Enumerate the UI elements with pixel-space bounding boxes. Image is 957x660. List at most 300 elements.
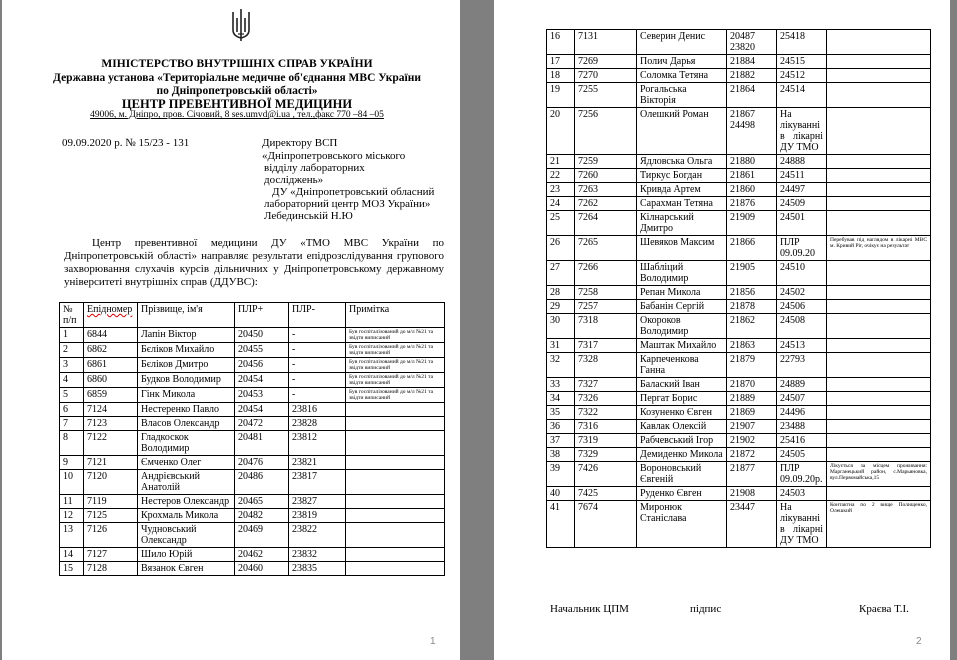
table-row bbox=[547, 314, 931, 339]
table-cell: 7326 bbox=[575, 392, 637, 406]
table-cell: - bbox=[289, 328, 346, 343]
table-cell: 36 bbox=[547, 420, 575, 434]
table-cell: 7123 bbox=[84, 417, 138, 431]
table-row bbox=[547, 378, 931, 392]
table-row bbox=[547, 69, 931, 83]
table-cell: Шабліций Володимир bbox=[637, 261, 727, 286]
table-cell: 7125 bbox=[84, 509, 138, 523]
table-cell: 21860 bbox=[727, 183, 777, 197]
table-cell: 21877 bbox=[727, 462, 777, 487]
table-cell: 24889 bbox=[777, 378, 827, 392]
table-cell: 23827 bbox=[289, 495, 346, 509]
table-cell: 24511 bbox=[777, 169, 827, 183]
table-cell: 21867 24498 bbox=[727, 108, 777, 155]
institution-title: Державна установа «Територіальне медичне об'єднання МВС України bbox=[53, 72, 421, 84]
table-row bbox=[547, 487, 931, 501]
addressee-line: Лебединській Н.Ю bbox=[264, 210, 353, 222]
table-cell: Козуненко Євген bbox=[637, 406, 727, 420]
table-cell: 7258 bbox=[575, 286, 637, 300]
table-cell bbox=[827, 83, 931, 108]
table-row bbox=[547, 236, 931, 261]
letter-body: Центр превентивної медицини ДУ «ТМО МВС України по Дніпропетровській області» направляє результати епідрозслідування групового захворювання слухачів курсів дільничних у Дніпропетровському державному університеті внутрішніх справ (ДДУВС): bbox=[64, 237, 444, 288]
column-header: Прізвище, ім'я bbox=[138, 303, 235, 328]
results-table-page-2 bbox=[546, 29, 931, 548]
table-cell: 7328 bbox=[575, 353, 637, 378]
table-row bbox=[547, 462, 931, 487]
document-page-1 bbox=[2, 0, 460, 660]
table-cell: 21864 bbox=[727, 83, 777, 108]
table-cell bbox=[827, 108, 931, 155]
table-cell: 7425 bbox=[575, 487, 637, 501]
table-cell: 20460 bbox=[235, 562, 289, 576]
table-cell: Чудновський Олександр bbox=[138, 523, 235, 548]
addressee-line: відділу лабораторних bbox=[264, 162, 365, 174]
table-cell bbox=[827, 261, 931, 286]
table-cell: 20454 bbox=[235, 403, 289, 417]
table-cell: 20481 bbox=[235, 431, 289, 456]
table-row bbox=[547, 392, 931, 406]
document-page-2 bbox=[494, 0, 950, 660]
table-cell: Соломка Тетяна bbox=[637, 69, 727, 83]
table-cell: 24508 bbox=[777, 314, 827, 339]
table-cell: 24513 bbox=[777, 339, 827, 353]
table-cell bbox=[827, 353, 931, 378]
table-cell: 25 bbox=[547, 211, 575, 236]
table-cell: 7319 bbox=[575, 434, 637, 448]
table-cell: 20476 bbox=[235, 456, 289, 470]
table-cell: 2 bbox=[60, 343, 84, 358]
table-cell: 6859 bbox=[84, 388, 138, 403]
table-cell: 24502 bbox=[777, 286, 827, 300]
table-cell: 7269 bbox=[575, 55, 637, 69]
table-row bbox=[60, 456, 445, 470]
table-cell bbox=[346, 431, 445, 456]
table-cell: Пергат Борис bbox=[637, 392, 727, 406]
table-cell: 7255 bbox=[575, 83, 637, 108]
table-cell: 19 bbox=[547, 83, 575, 108]
table-cell: 24515 bbox=[777, 55, 827, 69]
table-row bbox=[547, 406, 931, 420]
table-cell: Був госпіталізований до м/л №21 та звідти виписаний bbox=[346, 358, 445, 373]
table-cell: 7318 bbox=[575, 314, 637, 339]
table-cell: 24510 bbox=[777, 261, 827, 286]
table-cell bbox=[346, 495, 445, 509]
table-row bbox=[60, 431, 445, 456]
table-cell: - bbox=[289, 373, 346, 388]
table-row bbox=[60, 358, 445, 373]
table-cell: 21905 bbox=[727, 261, 777, 286]
table-cell: 7264 bbox=[575, 211, 637, 236]
table-row bbox=[547, 300, 931, 314]
addressee-line: Директору ВСП bbox=[262, 137, 338, 149]
table-cell: 12 bbox=[60, 509, 84, 523]
table-cell: 20450 bbox=[235, 328, 289, 343]
table-cell: Був госпіталізований до м/л №21 та звідти виписаний bbox=[346, 388, 445, 403]
table-row bbox=[60, 495, 445, 509]
table-cell: 28 bbox=[547, 286, 575, 300]
column-header: ПЛР- bbox=[289, 303, 346, 328]
trident-emblem-icon bbox=[229, 8, 253, 42]
table-cell: 35 bbox=[547, 406, 575, 420]
table-cell: 21 bbox=[547, 155, 575, 169]
table-cell: 9 bbox=[60, 456, 84, 470]
table-cell: 14 bbox=[60, 548, 84, 562]
table-cell bbox=[346, 523, 445, 548]
addressee-line: ДУ «Дніпропетровський обласний bbox=[272, 186, 435, 198]
date-reference: 09.09.2020 р. № 15/23 - 131 bbox=[62, 137, 190, 149]
table-cell: 7257 bbox=[575, 300, 637, 314]
table-cell bbox=[827, 69, 931, 83]
table-cell: 24496 bbox=[777, 406, 827, 420]
table-cell: Крохмаль Микола bbox=[138, 509, 235, 523]
table-cell: Нестеров Олександр bbox=[138, 495, 235, 509]
column-header: Епідномер bbox=[84, 303, 138, 328]
table-row bbox=[547, 55, 931, 69]
table-cell bbox=[827, 406, 931, 420]
table-cell: 21861 bbox=[727, 169, 777, 183]
signature-sign: підпис bbox=[690, 603, 722, 615]
table-cell: 7122 bbox=[84, 431, 138, 456]
table-row bbox=[547, 197, 931, 211]
region-title: по Дніпропетровській області» bbox=[156, 85, 318, 97]
table-cell: 16 bbox=[547, 30, 575, 55]
table-cell: Ядловська Ольга bbox=[637, 155, 727, 169]
table-cell: 21876 bbox=[727, 197, 777, 211]
table-cell: 25416 bbox=[777, 434, 827, 448]
table-cell: 20469 bbox=[235, 523, 289, 548]
table-cell bbox=[827, 420, 931, 434]
column-header: Примітка bbox=[346, 303, 445, 328]
table-cell: Будков Володимир bbox=[138, 373, 235, 388]
addressee-line: досліджень» bbox=[264, 174, 324, 186]
table-cell: 38 bbox=[547, 448, 575, 462]
table-row bbox=[547, 183, 931, 197]
table-cell: Був госпіталізований до м/л №21 та звідти виписаний bbox=[346, 343, 445, 358]
table-row bbox=[60, 523, 445, 548]
table-cell: 20482 bbox=[235, 509, 289, 523]
table-cell: На лікуванні в лікарні ДУ ТМО bbox=[777, 108, 827, 155]
table-cell bbox=[346, 456, 445, 470]
table-cell: 24506 bbox=[777, 300, 827, 314]
table-row bbox=[60, 373, 445, 388]
table-cell: 24501 bbox=[777, 211, 827, 236]
table-cell bbox=[827, 55, 931, 69]
table-cell: 30 bbox=[547, 314, 575, 339]
table-row bbox=[547, 434, 931, 448]
table-cell: 25418 bbox=[777, 30, 827, 55]
table-cell bbox=[346, 417, 445, 431]
table-cell: 7256 bbox=[575, 108, 637, 155]
table-cell: 24509 bbox=[777, 197, 827, 211]
table-cell: Балаский Іван bbox=[637, 378, 727, 392]
table-cell: Репан Микола bbox=[637, 286, 727, 300]
addressee-line: «Дніпропетровського міського bbox=[262, 150, 406, 162]
table-cell bbox=[827, 183, 931, 197]
signature-name: Краєва Т.І. bbox=[859, 603, 909, 615]
table-cell: 7674 bbox=[575, 501, 637, 548]
table-cell: Шило Юрій bbox=[138, 548, 235, 562]
table-cell: 41 bbox=[547, 501, 575, 548]
table-cell: 7 bbox=[60, 417, 84, 431]
table-row bbox=[60, 417, 445, 431]
table-cell: Руденко Євген bbox=[637, 487, 727, 501]
table-cell: Тиркус Богдан bbox=[637, 169, 727, 183]
table-cell: 39 bbox=[547, 462, 575, 487]
table-cell: 21889 bbox=[727, 392, 777, 406]
table-cell: 24507 bbox=[777, 392, 827, 406]
table-cell: Сарахман Тетяна bbox=[637, 197, 727, 211]
table-cell: Кілнарський Дмитро bbox=[637, 211, 727, 236]
table-cell: 20 bbox=[547, 108, 575, 155]
table-header-row bbox=[60, 303, 445, 328]
table-cell: Рабчевський Ігор bbox=[637, 434, 727, 448]
table-cell: 23817 bbox=[289, 470, 346, 495]
table-cell: 24512 bbox=[777, 69, 827, 83]
table-cell: 7260 bbox=[575, 169, 637, 183]
table-cell: 21902 bbox=[727, 434, 777, 448]
table-cell: Вороновський Євгеній bbox=[637, 462, 727, 487]
table-cell: 31 bbox=[547, 339, 575, 353]
table-cell: 7327 bbox=[575, 378, 637, 392]
table-cell: 6861 bbox=[84, 358, 138, 373]
column-header: ПЛР+ bbox=[235, 303, 289, 328]
table-cell: 32 bbox=[547, 353, 575, 378]
table-cell bbox=[827, 339, 931, 353]
table-row bbox=[60, 548, 445, 562]
table-row bbox=[547, 501, 931, 548]
table-row bbox=[547, 169, 931, 183]
table-cell: 21909 bbox=[727, 211, 777, 236]
table-cell: Контактна по 2 вище Полищенко, Олешкий bbox=[827, 501, 931, 548]
table-cell: 24497 bbox=[777, 183, 827, 197]
table-cell: 23822 bbox=[289, 523, 346, 548]
table-cell: 23832 bbox=[289, 548, 346, 562]
table-cell: Лапін Віктор bbox=[138, 328, 235, 343]
table-cell: 20472 bbox=[235, 417, 289, 431]
table-cell: На лікуванні в лікарні ДУ ТМО bbox=[777, 501, 827, 548]
table-cell: - bbox=[289, 358, 346, 373]
table-cell: 26 bbox=[547, 236, 575, 261]
table-cell: 7266 bbox=[575, 261, 637, 286]
table-row bbox=[60, 328, 445, 343]
table-cell: 21870 bbox=[727, 378, 777, 392]
table-cell: 23447 bbox=[727, 501, 777, 548]
table-cell: 20465 bbox=[235, 495, 289, 509]
table-cell: 37 bbox=[547, 434, 575, 448]
table-cell: ПЛР 09.09.20 bbox=[777, 236, 827, 261]
table-cell: 7259 bbox=[575, 155, 637, 169]
center-title: ЦЕНТР ПРЕВЕНТИВНОЇ МЕДИЦИНИ bbox=[121, 97, 353, 111]
table-cell: ПЛР 09.09.20р. bbox=[777, 462, 827, 487]
table-cell bbox=[827, 392, 931, 406]
table-cell: Шевяков Максим bbox=[637, 236, 727, 261]
table-cell: 10 bbox=[60, 470, 84, 495]
table-row bbox=[547, 286, 931, 300]
table-cell: 23816 bbox=[289, 403, 346, 417]
address-line: 49006, м. Дніпро, пров. Січовий, 8 ses.umvd@i.ua , тел.,факс 770 –84 –05 bbox=[90, 110, 384, 120]
table-cell bbox=[346, 562, 445, 576]
table-cell: Вязанок Євген bbox=[138, 562, 235, 576]
table-cell: Северин Денис bbox=[637, 30, 727, 55]
table-row bbox=[547, 83, 931, 108]
table-cell: 5 bbox=[60, 388, 84, 403]
table-cell: 21884 bbox=[727, 55, 777, 69]
table-cell: Андрієвський Анатолій bbox=[138, 470, 235, 495]
table-row bbox=[547, 155, 931, 169]
table-cell: Перебував під наглядом в лікарні МВС м. Кривий Ріг, очікує на результат bbox=[827, 236, 931, 261]
table-cell: 23488 bbox=[777, 420, 827, 434]
table-cell: Кавлак Олексій bbox=[637, 420, 727, 434]
table-cell: 6844 bbox=[84, 328, 138, 343]
table-cell: - bbox=[289, 388, 346, 403]
table-cell: 7317 bbox=[575, 339, 637, 353]
table-cell: Гладкоскок Володимир bbox=[138, 431, 235, 456]
table-cell bbox=[827, 30, 931, 55]
table-row bbox=[60, 509, 445, 523]
table-cell bbox=[827, 448, 931, 462]
table-cell bbox=[346, 548, 445, 562]
table-row bbox=[547, 108, 931, 155]
table-cell: 11 bbox=[60, 495, 84, 509]
table-cell bbox=[346, 509, 445, 523]
signature-position: Начальник ЦПМ bbox=[550, 603, 629, 615]
table-cell: 20453 bbox=[235, 388, 289, 403]
table-cell: 22793 bbox=[777, 353, 827, 378]
table-cell bbox=[346, 470, 445, 495]
column-header: № п/п bbox=[60, 303, 84, 328]
table-cell: 22 bbox=[547, 169, 575, 183]
table-cell: 21878 bbox=[727, 300, 777, 314]
table-cell: 6 bbox=[60, 403, 84, 417]
table-cell bbox=[827, 300, 931, 314]
table-cell: 7262 bbox=[575, 197, 637, 211]
table-cell: 1 bbox=[60, 328, 84, 343]
table-cell: Рогальська Вікторія bbox=[637, 83, 727, 108]
table-cell: Миронюк Станіслава bbox=[637, 501, 727, 548]
table-cell: 7128 bbox=[84, 562, 138, 576]
table-cell: 7124 bbox=[84, 403, 138, 417]
table-cell: Окороков Володимир bbox=[637, 314, 727, 339]
table-cell: 23812 bbox=[289, 431, 346, 456]
table-cell: 7127 bbox=[84, 548, 138, 562]
table-cell: 7119 bbox=[84, 495, 138, 509]
table-cell: 23 bbox=[547, 183, 575, 197]
table-cell: 8 bbox=[60, 431, 84, 456]
table-cell: 27 bbox=[547, 261, 575, 286]
results-table-page-1 bbox=[59, 302, 445, 576]
table-cell: 24503 bbox=[777, 487, 827, 501]
table-cell: Бєліков Дмитро bbox=[138, 358, 235, 373]
table-cell: 24888 bbox=[777, 155, 827, 169]
table-cell bbox=[346, 403, 445, 417]
table-cell bbox=[827, 155, 931, 169]
table-cell: Був госпіталізований до м/л №21 та звідти виписаний bbox=[346, 373, 445, 388]
table-cell: 20487 23820 bbox=[727, 30, 777, 55]
table-cell: 20486 bbox=[235, 470, 289, 495]
table-cell: 24514 bbox=[777, 83, 827, 108]
table-cell: 18 bbox=[547, 69, 575, 83]
table-cell: 21880 bbox=[727, 155, 777, 169]
page-number: 1 bbox=[430, 636, 436, 647]
table-cell: 21908 bbox=[727, 487, 777, 501]
table-cell: Карпеченкова Ганна bbox=[637, 353, 727, 378]
table-cell: 23821 bbox=[289, 456, 346, 470]
table-row bbox=[547, 339, 931, 353]
table-cell: 21862 bbox=[727, 314, 777, 339]
table-cell: 7316 bbox=[575, 420, 637, 434]
addressee-line: лабораторний центр МОЗ України» bbox=[264, 198, 431, 210]
ministry-title: МІНІСТЕРСТВО ВНУТРІШНІХ СПРАВ УКРАЇНИ bbox=[101, 58, 373, 70]
table-cell bbox=[827, 487, 931, 501]
table-cell: 4 bbox=[60, 373, 84, 388]
table-row bbox=[547, 211, 931, 236]
table-cell: 20462 bbox=[235, 548, 289, 562]
table-cell: 6860 bbox=[84, 373, 138, 388]
table-cell: 21879 bbox=[727, 353, 777, 378]
table-cell: 23828 bbox=[289, 417, 346, 431]
table-cell: - bbox=[289, 343, 346, 358]
table-cell bbox=[827, 286, 931, 300]
table-cell: 7126 bbox=[84, 523, 138, 548]
table-cell: Лікується за місцем проживання: Марганецький район, с.Марьяновка, вул.Первомайська,15 bbox=[827, 462, 931, 487]
table-cell: Кривда Артем bbox=[637, 183, 727, 197]
table-cell: Маштак Михайло bbox=[637, 339, 727, 353]
table-cell bbox=[827, 314, 931, 339]
table-cell: 7426 bbox=[575, 462, 637, 487]
table-cell: 7263 bbox=[575, 183, 637, 197]
table-cell: Демиденко Микола bbox=[637, 448, 727, 462]
table-cell: 33 bbox=[547, 378, 575, 392]
table-cell: 23819 bbox=[289, 509, 346, 523]
table-cell: 23835 bbox=[289, 562, 346, 576]
table-cell: 21872 bbox=[727, 448, 777, 462]
table-cell: Бабанін Сергій bbox=[637, 300, 727, 314]
table-cell: 20456 bbox=[235, 358, 289, 373]
table-cell: 21863 bbox=[727, 339, 777, 353]
page-number: 2 bbox=[916, 636, 922, 647]
table-cell: Гінк Микола bbox=[138, 388, 235, 403]
table-row bbox=[547, 448, 931, 462]
table-row bbox=[547, 420, 931, 434]
table-cell: 21869 bbox=[727, 406, 777, 420]
table-row bbox=[547, 30, 931, 55]
table-row bbox=[60, 562, 445, 576]
table-cell: 3 bbox=[60, 358, 84, 373]
table-row bbox=[547, 261, 931, 286]
table-cell bbox=[827, 211, 931, 236]
table-cell: Ємченко Олег bbox=[138, 456, 235, 470]
table-cell: 21907 bbox=[727, 420, 777, 434]
table-cell: Нестеренко Павло bbox=[138, 403, 235, 417]
table-cell bbox=[827, 434, 931, 448]
table-cell: 7120 bbox=[84, 470, 138, 495]
table-cell: 15 bbox=[60, 562, 84, 576]
table-cell: 6862 bbox=[84, 343, 138, 358]
table-cell: 7265 bbox=[575, 236, 637, 261]
table-cell bbox=[827, 169, 931, 183]
table-cell: 24 bbox=[547, 197, 575, 211]
table-row bbox=[547, 353, 931, 378]
table-row bbox=[60, 343, 445, 358]
table-cell: 21856 bbox=[727, 286, 777, 300]
table-cell: Бєліков Михайло bbox=[138, 343, 235, 358]
table-cell: 24505 bbox=[777, 448, 827, 462]
table-cell: 40 bbox=[547, 487, 575, 501]
table-cell: 29 bbox=[547, 300, 575, 314]
table-cell bbox=[827, 197, 931, 211]
table-cell: 7270 bbox=[575, 69, 637, 83]
table-cell: 20454 bbox=[235, 373, 289, 388]
